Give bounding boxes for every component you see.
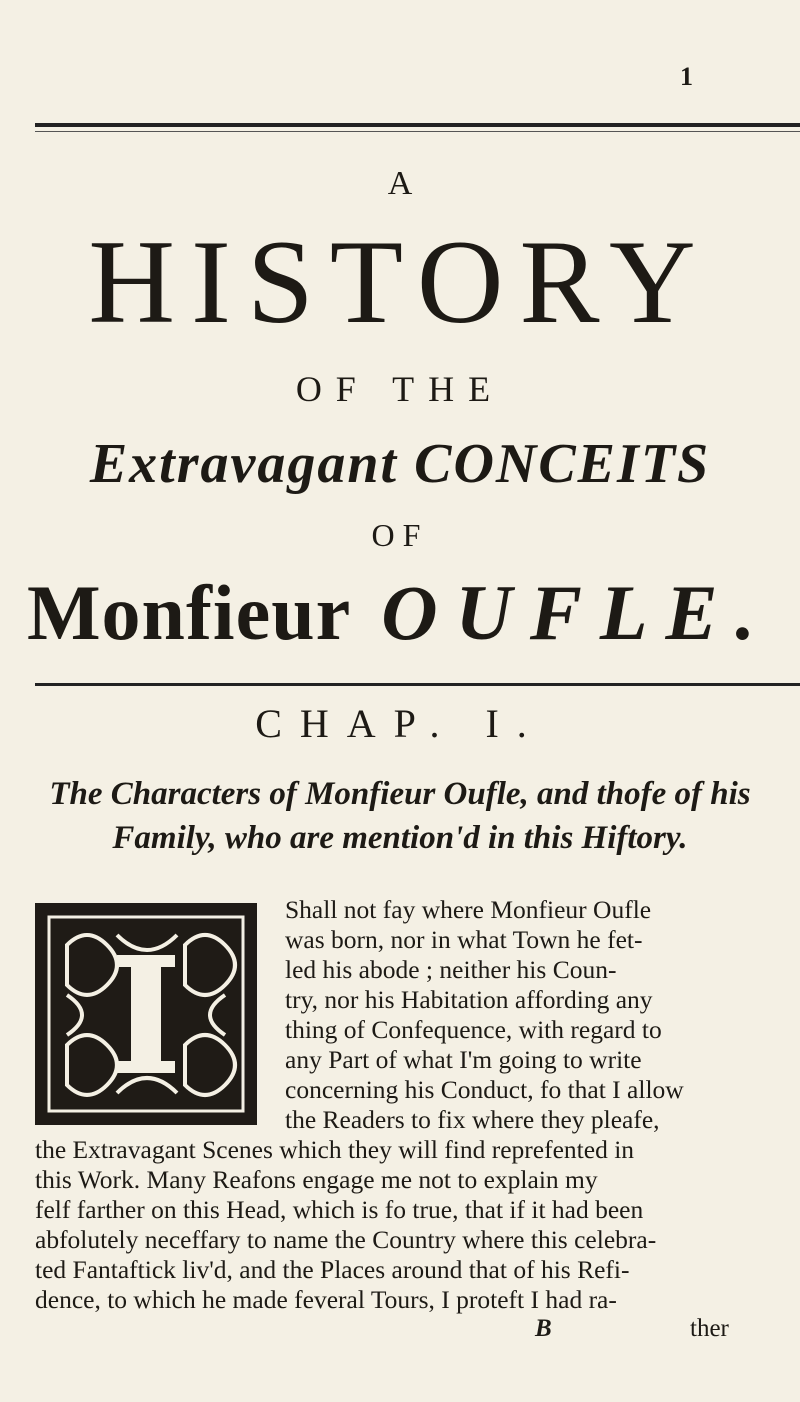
title-monsieur-oufle xyxy=(0,568,800,658)
title-monsieur: Monfieur xyxy=(26,569,352,656)
body-text-full-width xyxy=(35,1135,656,1315)
top-rule-thin xyxy=(35,131,800,132)
title-of-the: OF THE xyxy=(295,369,505,409)
text-line: thing of Confequence, with regard to xyxy=(285,1015,662,1044)
catchword: ther xyxy=(690,1315,729,1342)
title-history: HISTORY xyxy=(88,215,712,348)
middle-rule xyxy=(35,683,800,686)
chapter-heading: CHAP. I. xyxy=(255,701,545,746)
signature-mark: B xyxy=(535,1315,552,1342)
chapter-subtitle-line-1: The Characters of Monfieur Oufle, and thofe of his xyxy=(49,776,751,812)
text-line: the Extravagant Scenes which they will find reprefented in xyxy=(35,1135,635,1164)
text-line: ted Fantaftick liv'd, and the Places around that of his Refi- xyxy=(35,1255,630,1284)
decorated-initial-icon xyxy=(35,903,257,1125)
text-line: was born, nor in what Town he fet- xyxy=(285,925,643,954)
title-oufle: OUFLE. xyxy=(381,569,774,656)
text-line: concerning his Conduct, fo that I allow xyxy=(285,1075,684,1104)
text-line: led his abode ; neither his Coun- xyxy=(285,955,617,984)
text-line: this Work. Many Reafons engage me not to explain my xyxy=(35,1165,598,1194)
text-line: the Readers to fix where they pleafe, xyxy=(285,1105,660,1134)
text-line: dence, to which he made feveral Tours, I proteft I had ra- xyxy=(35,1285,617,1314)
text-line: any Part of what I'm going to write xyxy=(285,1045,642,1074)
title-conceits: Extravagant CONCEITS xyxy=(89,433,711,495)
title-of: OF xyxy=(371,517,429,553)
chapter-subtitle xyxy=(0,772,800,860)
chapter-subtitle-line-2: Family, who are mention'd in this Hiftory. xyxy=(112,820,688,856)
body-text-beside-initial xyxy=(285,895,684,1135)
text-line: abfolutely neceffary to name the Country where this celebra- xyxy=(35,1225,657,1254)
top-rule xyxy=(35,123,800,127)
text-line: felf farther on this Head, which is fo true, that if it had been xyxy=(35,1195,644,1224)
text-line: Shall not fay where Monfieur Oufle xyxy=(285,895,652,924)
title-article: A xyxy=(387,165,413,202)
text-line: try, nor his Habitation affording any xyxy=(285,985,653,1014)
page-number: 1 xyxy=(680,62,693,91)
